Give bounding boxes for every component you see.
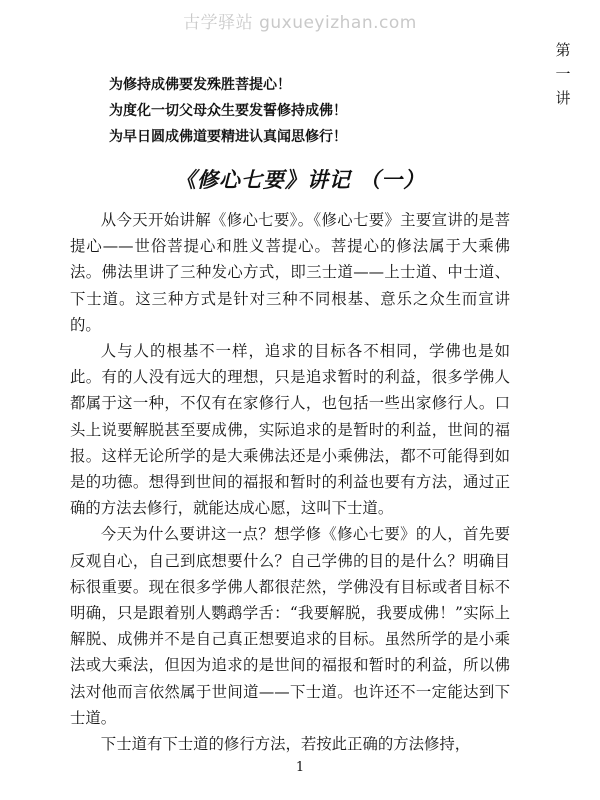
chapter-tab: [546, 38, 580, 110]
vow-lines: [109, 72, 347, 150]
chapter-tab-char: 第: [555, 41, 571, 59]
paragraph: 今天为什么要讲这一点？想学修《修心七要》的人，首先要反观自心，自己到底想要什么？自己学佛的目的是什么？明确目标很重要。现在很多学佛人都很茫然，学佛没有目标或者目标不明确，只是跟着别人鹦鹉学舌：“我要解脱，我要成佛！”实际上解脱、成佛并不是自己真正想要追求的目标。虽然所学的是小乘法或大乘法，但因为追求的是世间的福报和暂时的利益，所以佛法对他而言依然属于世间道——下士道。也许还不一定能达到下士道。: [70, 525, 510, 727]
page-number: 1: [295, 760, 305, 775]
lecture-title: 《修心七要》讲记 （一）: [174, 167, 426, 192]
vow-line: 为修持成佛要发殊胜菩提心！: [109, 77, 291, 93]
chapter-tab-char: 一: [555, 65, 571, 83]
paragraph: 人与人的根基不一样，追求的目标各不相同，学佛也是如此。有的人没有远大的理想，只是追求暂时的利益，很多学佛人都属于这一种，不仅有在家修行人，也包括一些出家修行人。口头上说要解脱甚至要成佛，实际追求的是暂时的利益，世间的福报。这样无论所学的是大乘佛法还是小乘佛法，都不可能得到如是的功德。想得到世间的福报和暂时的利益也要有方法，通过正确的方法去修行，就能达成心愿，这叫下士道。: [70, 342, 510, 518]
vow-line: 为度化一切父母众生要发誓修持成佛！: [109, 103, 347, 119]
body-text: [70, 207, 510, 757]
paragraph: 从今天开始讲解《修心七要》。《修心七要》主要宣讲的是菩提心——世俗菩提心和胜义菩提心。菩提心的修法属于大乘佛法。佛法里讲了三种发心方式，即三士道——上士道、中士道、下士道。这三种方式是针对三种不同根基、意乐之众生而宣讲的。: [70, 211, 510, 334]
paragraph: 下士道有下士道的修行方法，若按此正确的方法修持，: [100, 735, 471, 754]
site-watermark: 古学驿站 guxueyizhan.com: [183, 13, 417, 33]
vow-line: 为早日圆成佛道要精进认真闻思修行！: [109, 129, 347, 145]
chapter-tab-char: 讲: [555, 89, 571, 107]
